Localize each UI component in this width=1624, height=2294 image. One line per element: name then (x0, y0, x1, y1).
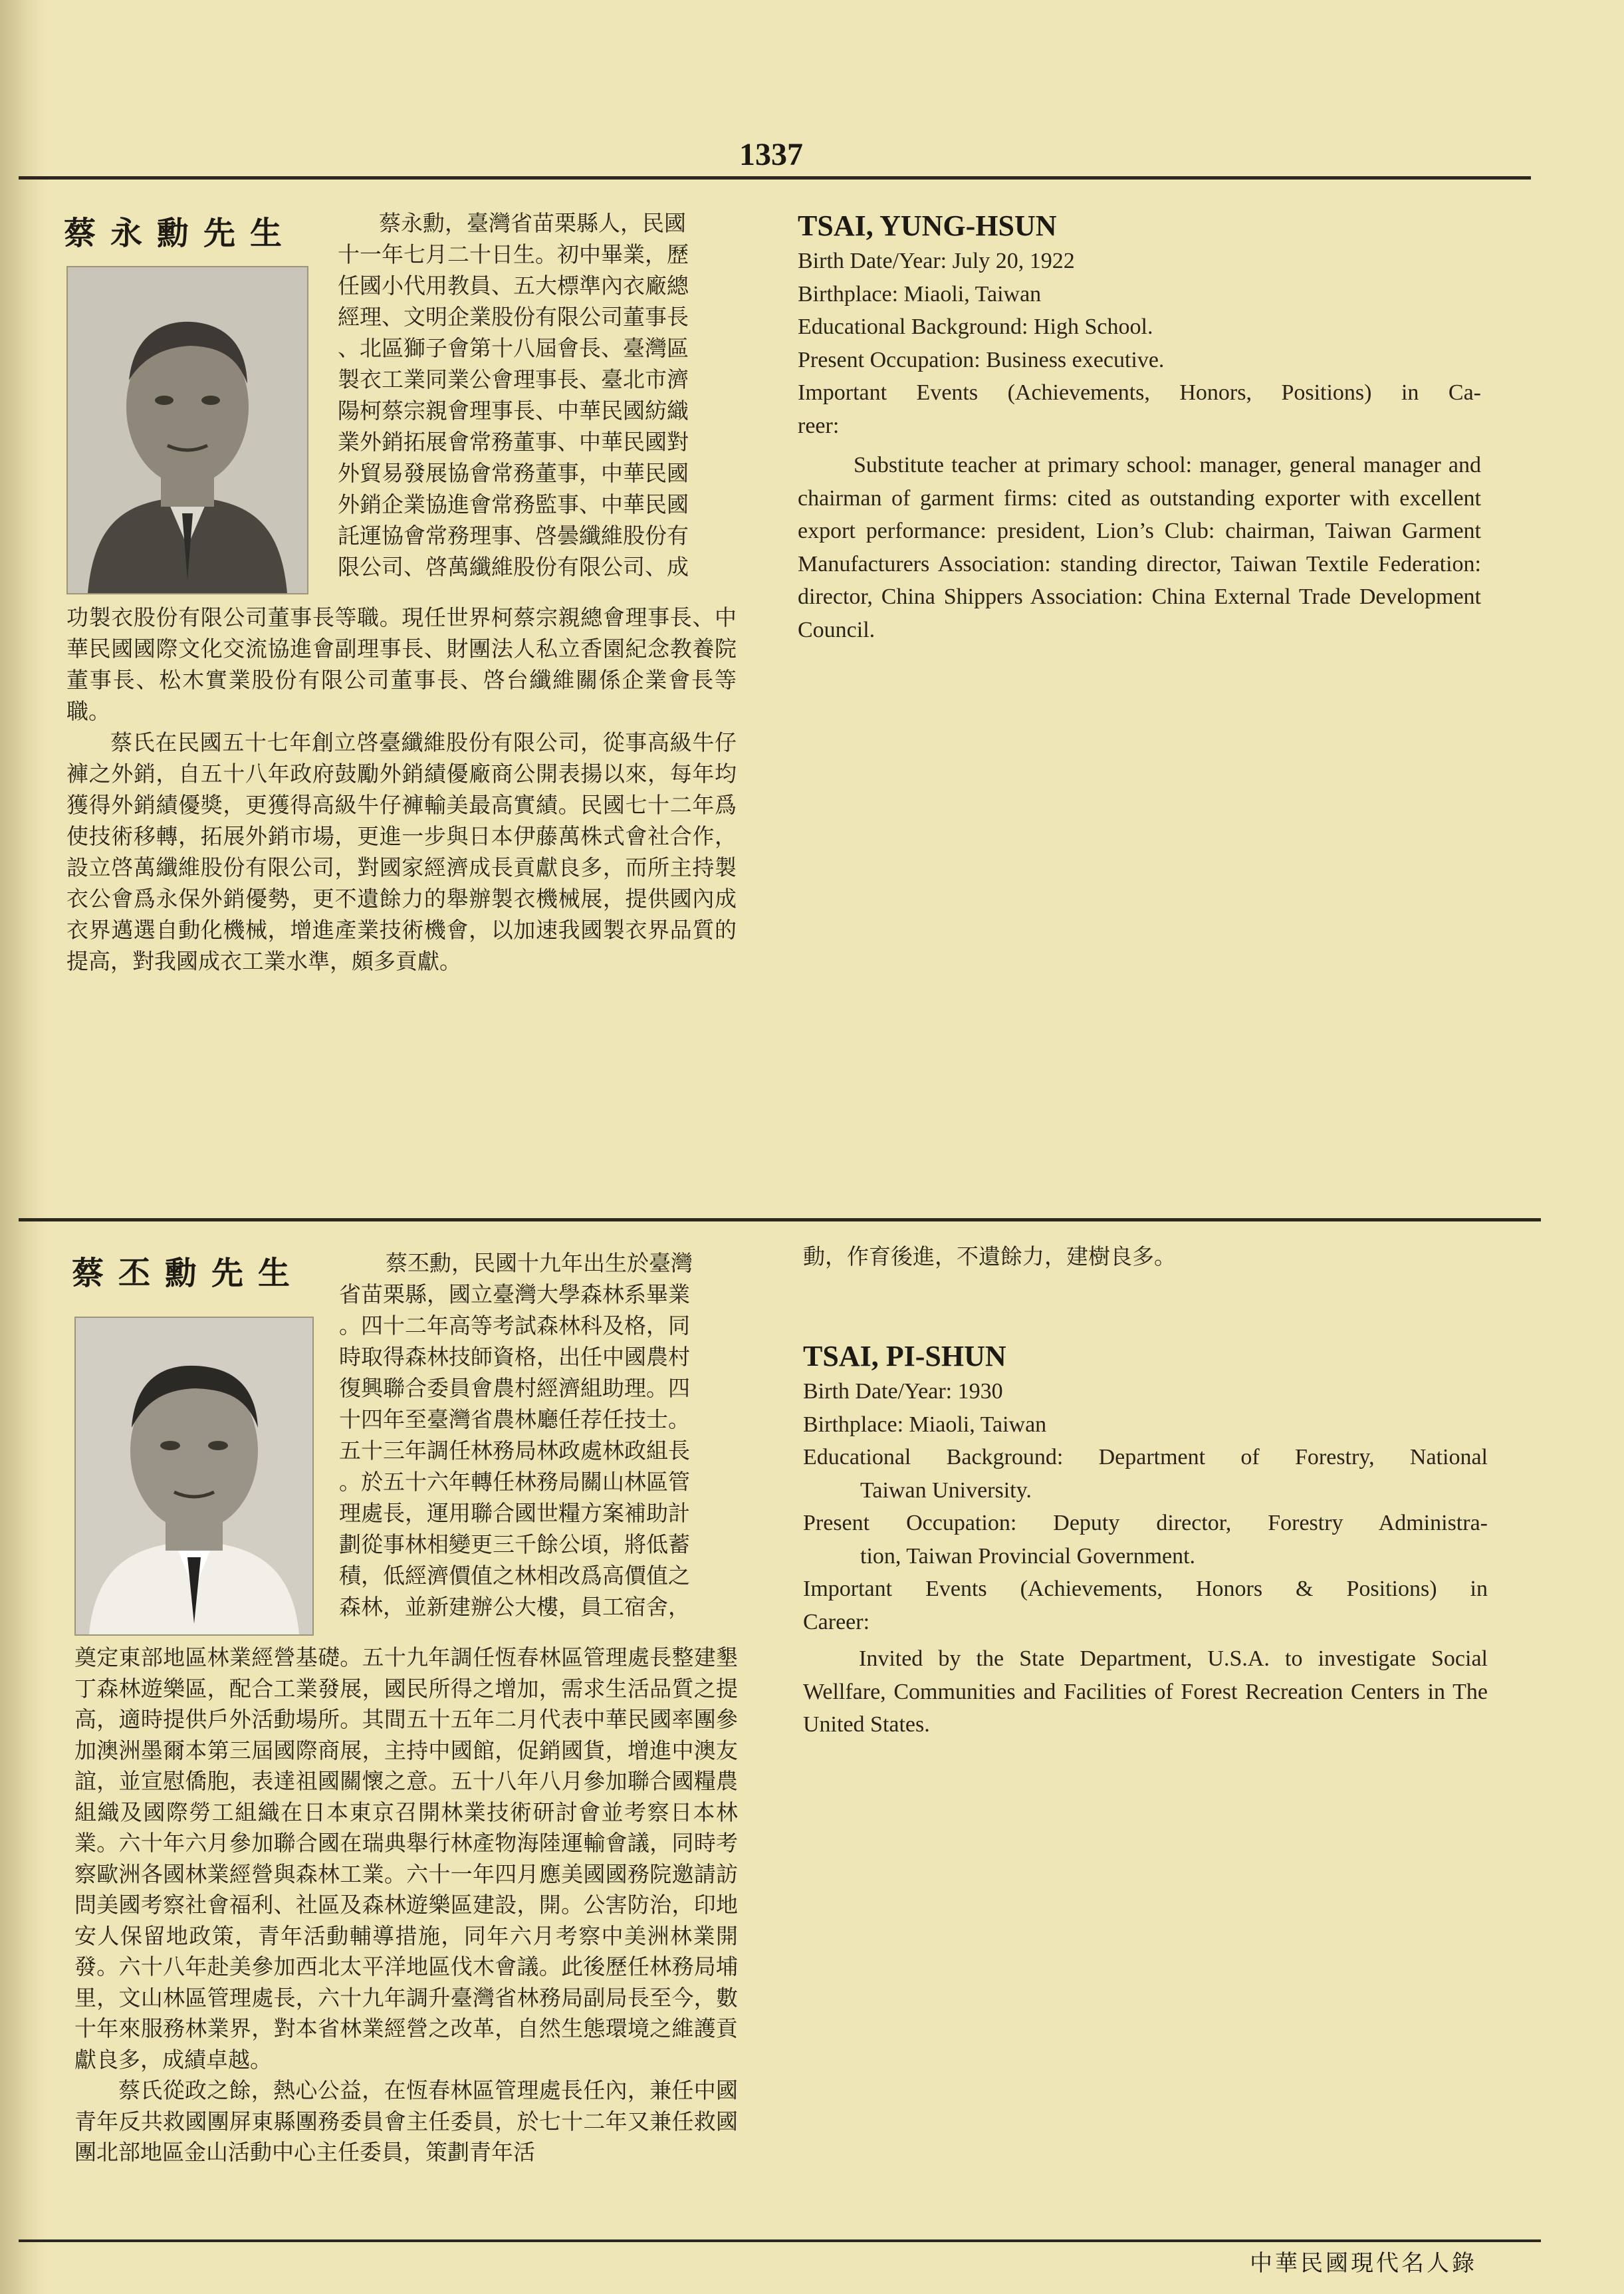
entry-2-bio-cn-wide (74, 1642, 738, 2168)
bio-line: 蔡丕勳，民國十九年出生於臺灣 (386, 1250, 693, 1276)
entry-2-bio-cn-continued: 動，作育後進，不遺餘力，建樹良多。 (803, 1243, 1176, 1269)
section-divider (19, 1218, 1541, 1221)
bottom-rule (19, 2239, 1541, 2242)
bio-line: 十四年至臺灣省農林廳任荐任技士。 (339, 1406, 690, 1432)
bio-paragraph: 功製衣股份有限公司董事長等職。現任世界柯蔡宗親總會理事長、中華民國國際文化交流協進會副理事長、財團法人私立香園紀念教養院董事長、松木實業股份有限公司董事長、啓台纖維關係企業會長等職。 (66, 604, 737, 724)
bio-line: 。四十二年高等考試森林科及格，同 (339, 1313, 690, 1338)
entry-1-portrait-photo (66, 266, 308, 594)
bio-line: 。於五十六年轉任林務局關山林區管 (339, 1469, 690, 1495)
events-heading-cont: Career: (803, 1609, 870, 1634)
entry-1-bio-cn-narrow (338, 207, 737, 582)
entry-1-name-en: TSAI, YUNG-HSUN (798, 209, 1057, 242)
bio-line: 陽柯蔡宗親會理事長、中華民國紡織 (338, 398, 689, 424)
bio-line: 製衣工業同業公會理事長、臺北市濟 (338, 366, 689, 392)
events-heading-cont: reer: (798, 413, 840, 438)
bio-line: 省苗栗縣，國立臺灣大學森林系畢業 (339, 1281, 690, 1307)
entry-1-bio-cn-wide (66, 602, 737, 977)
portrait-illustration (76, 1318, 312, 1634)
bio-line: 任國小代用教員、五大標準內衣廠總 (338, 273, 689, 299)
bio-line: 理處長，運用聯合國世糧方案補助計 (339, 1500, 690, 1526)
events-heading: Important Events (Achievements, Honors, Positions) in Ca- (798, 380, 1481, 405)
bio-line: 森林，並新建辦公大樓，員工宿舍， (339, 1594, 690, 1620)
bio-line: 經理、文明企業股份有限公司董事長 (338, 304, 689, 330)
occupation: Present Occupation: Business executive. (798, 347, 1165, 372)
bio-line: 業外銷拓展會常務董事、中華民國對 (338, 429, 689, 455)
entry-2-name-en: TSAI, PI-SHUN (803, 1340, 1006, 1372)
bio-line: 外銷企業協進會常務監事、中華民國 (338, 491, 689, 517)
bio-paragraph: 奠定東部地區林業經營基礎。五十九年調任恆春林區管理處長整建墾丁森林遊樂區，配合工業發展，國民所得之增加，需求生活品質之提高，適時提供戶外活動場所。其間五十五年二月代表中華民國率團參加澳洲墨爾本第三屆國際商展，主持中國館，促銷國貨，增進中澳友誼，並宣慰僑胞，表達祖國關懷之意。五十八年八月參加聯合國糧農組織及國際勞工組織在日本東京召開林業技術研討會並考察日本林業。六十年六月參加聯合國在瑞典舉行林產物海陸運輸會議，同時考察歐洲各國林業經營與森林工業。六十一年四月應美國國務院邀請訪問美國考察社會福利、社區及森林遊樂區建設，開。公害防治，印地安人保留地政策，青年活動輔導措施，同年六月考察中美洲林業開發。六十八年赴美參加西北太平洋地區伐木會議。此後歷任林務局埔里，文山林區管理處長，六十九年調升臺灣省林務局副局長至今，數十年來服務林業界，對本省林業經營之改革，自然生態環境之維護貢獻良多，成績卓越。 (74, 1644, 738, 2073)
occupation-cont: tion, Taiwan Provincial Government. (860, 1543, 1196, 1569)
bio-line: 十一年七月二十日生。初中畢業，歷 (338, 241, 689, 267)
bio-line: 復興聯合委員會農村經濟組助理。四 (339, 1375, 690, 1401)
footer-book-title: 中華民國現代名人錄 (1250, 2250, 1477, 2277)
portrait-illustration (68, 267, 307, 593)
top-rule (19, 176, 1531, 180)
education-cont: Taiwan University. (860, 1477, 1032, 1503)
bio-line: 蔡永勳，臺灣省苗栗縣人，民國 (379, 210, 686, 236)
page-binding-edge (0, 0, 47, 2294)
birthplace: Birthplace: Miaoli, Taiwan (803, 1412, 1047, 1437)
bio-paragraph-2: 蔡氏在民國五十七年創立啓臺纖維股份有限公司，從事高級牛仔褲之外銷，自五十八年政府鼓勵外銷績優廠商公開表揚以來，每年均獲得外銷績優獎，更獲得高級牛仔褲輸美最高實績。民國七十二年爲使技術移轉，拓展外銷市場，更進一步與日本伊藤萬株式會社合作，設立啓萬纖維股份有限公司，對國家經濟成長貢獻良多，而所主持製衣公會爲永保外銷優勢，更不遺餘力的舉辦製衣機械展，提供國內成衣界邁選自動化機械，增進產業技術機會，以加速我國製衣界品質的提高，對我國成衣工業水準，頗多貢獻。 (66, 729, 737, 974)
birth-date: Birth Date/Year: July 20, 1922 (798, 249, 1075, 273)
bio-line: 、北區獅子會第十八屆會長、臺灣區 (338, 335, 689, 361)
entry-2-name-cn: 蔡丕勳先生 (72, 1255, 305, 1292)
entry-1-english-bio (798, 207, 1481, 646)
bio-line: 時取得森林技師資格，出任中國農村 (339, 1344, 690, 1370)
birth-date: Birth Date/Year: 1930 (803, 1379, 1003, 1404)
bio-line: 積，低經濟價值之林相改爲高價值之 (339, 1563, 690, 1589)
events-text: Substitute teacher at primary school: manager, general manager and chairman of garment firms: cited as outstanding exporter with excellent export performance: president, Lion’s Club: chairman, Taiwan Garment Manufacturers Association: standing director, Taiwan Textile Federation: director, China Shippers Association: China External Trade Development Council. (798, 453, 1481, 642)
page-number: 1337 (739, 137, 803, 172)
events-heading: Important Events (Achievements, Honors & Positions) in (803, 1577, 1488, 1601)
birthplace: Birthplace: Miaoli, Taiwan (798, 281, 1042, 307)
bio-line: 限公司、啓萬纖維股份有限公司、成 (338, 554, 689, 580)
education: Educational Background: Department of Forestry, National (803, 1445, 1488, 1469)
bio-paragraph-2: 蔡氏從政之餘，熱心公益，在恆春林區管理處長任內，兼任中國青年反共救國團屏東縣團務委員會主任委員，於七十二年又兼任救國團北部地區金山活動中心主任委員，策劃青年活 (74, 2077, 738, 2165)
bio-line: 劃從事林相變更三千餘公頃，將低蓄 (339, 1531, 690, 1557)
entry-1-name-cn: 蔡永勳先生 (64, 215, 297, 252)
education: Educational Background: High School. (798, 315, 1153, 339)
entry-2-english-bio (803, 1338, 1488, 1741)
occupation: Present Occupation: Deputy director, Forestry Administra- (803, 1511, 1488, 1535)
bio-line: 五十三年調任林務局林政處林政組長 (339, 1438, 690, 1464)
bio-line: 外貿易發展協會常務董事，中華民國 (338, 460, 689, 486)
entry-2-bio-cn-narrow (339, 1247, 738, 1622)
bio-line: 託運協會常務理事、啓曇纖維股份有 (338, 523, 689, 549)
events-text: Invited by the State Department, U.S.A. to investigate Social Wellfare, Communities and Facilities of Forest Recreation Centers in The United States. (803, 1646, 1488, 1737)
entry-2-portrait-photo (74, 1317, 314, 1636)
